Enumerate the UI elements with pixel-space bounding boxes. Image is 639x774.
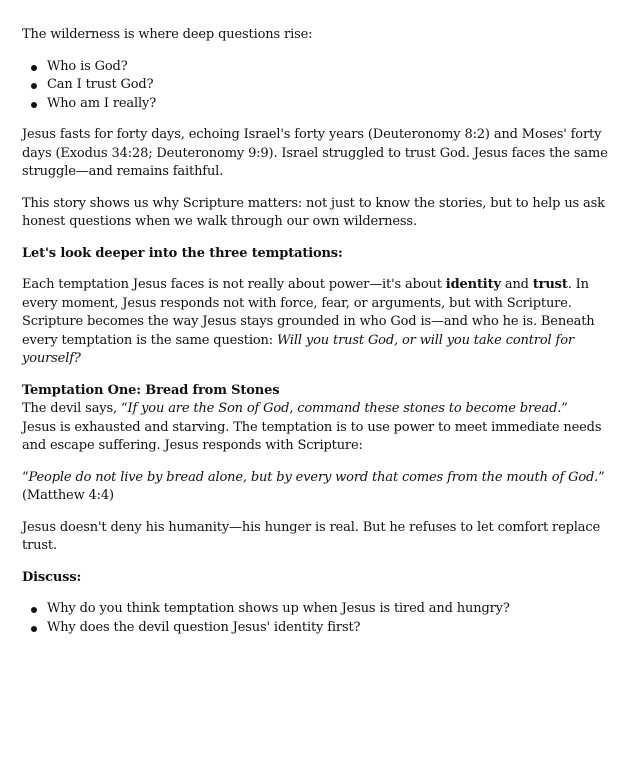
list-item: Who is God? <box>22 58 618 77</box>
trust-emphasis: trust <box>532 277 568 292</box>
discuss-list <box>22 600 618 637</box>
devil-says-line <box>22 400 618 419</box>
temptation-one-title: Temptation One: Bread from Stones <box>22 382 280 398</box>
scripture-reference: ” (Matthew 4:4) <box>22 469 605 503</box>
scripture-paragraph: This story shows us why Scripture matters: not just to know the stories, but to help us ask honest questions when we walk through our own wilderness. <box>22 195 605 229</box>
humanity-paragraph: Jesus doesn't deny his humanity—his hunger is real. But he refuses to let comfort replace trust. <box>22 519 601 553</box>
paragraph-text: Each temptation Jesus faces is not really about power—it's about <box>22 277 446 292</box>
intro-text: The wilderness is where deep questions rise: <box>22 27 313 42</box>
scripture-quote-line <box>22 469 618 506</box>
temptation-paragraph <box>22 276 618 369</box>
deeper-heading: Let's look deeper into the three temptations: <box>22 245 343 261</box>
quote-prefix: The devil says, “ <box>22 401 128 416</box>
key-question: Will you trust God, or will you take control for yourself? <box>22 332 574 366</box>
exhausted-paragraph: Jesus is exhausted and starving. The temptation is to use power to meet immediate needs and escape suffering. Jesus responds with Scripture: <box>22 419 602 453</box>
document-page <box>22 26 618 637</box>
questions-list <box>22 58 618 114</box>
paragraph-text: . In every moment, Jesus responds not with force, fear, or arguments, but with Scripture. Scripture becomes the way Jesus stays grounded in who God is—and who he is. Beneath every temptation is the same question: <box>22 277 595 348</box>
quote-open: “ <box>22 469 29 485</box>
devil-quote: If you are the Son of God, command these stones to become bread. <box>127 401 562 416</box>
list-item: Who am I really? <box>22 95 618 114</box>
fasting-paragraph: Jesus fasts for forty days, echoing Israel's forty years (Deuteronomy 8:2) and Moses' forty days (Exodus 34:28; Deuteronomy 9:9). Israel struggled to trust God. Jesus faces the same struggle—and remains faithful. <box>22 127 608 179</box>
list-item: Why does the devil question Jesus' identity first? <box>22 619 618 638</box>
paragraph-text: and <box>500 277 533 292</box>
list-item: Why do you think temptation shows up when Jesus is tired and hungry? <box>22 600 618 619</box>
discuss-heading: Discuss: <box>22 569 82 585</box>
identity-emphasis: identity <box>445 277 501 292</box>
quote-suffix: ” <box>561 401 568 416</box>
list-item: Can I trust God? <box>22 76 618 95</box>
scripture-quote: People do not live by bread alone, but by every word that comes from the mouth of God. <box>28 469 599 485</box>
